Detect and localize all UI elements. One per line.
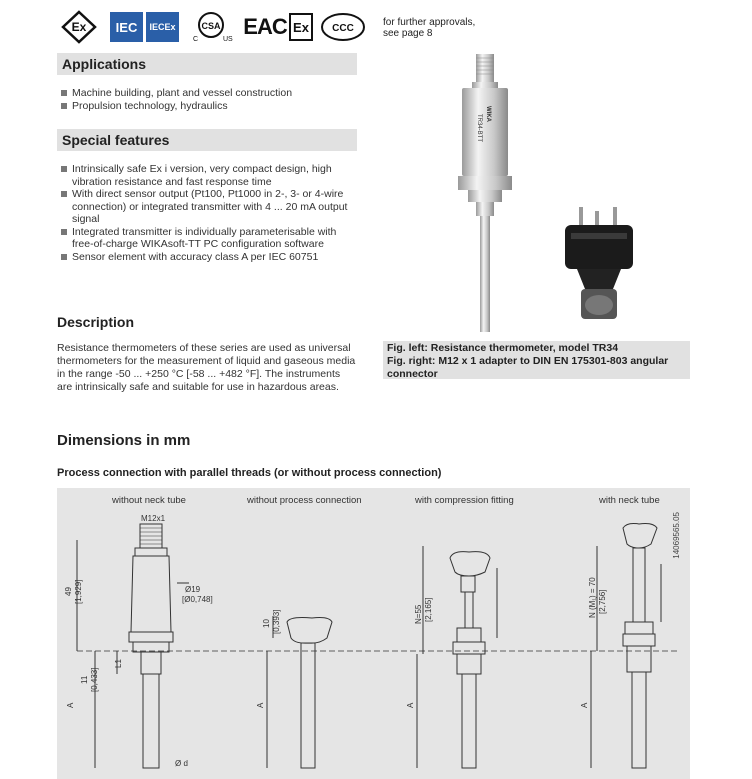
list-item: Propulsion technology, hydraulics — [60, 100, 360, 113]
label-m12: M12x1 — [141, 514, 166, 523]
drawing-without-neck-tube — [77, 524, 189, 768]
iecex-text: IECEx — [149, 22, 176, 32]
ex-box-logo — [289, 13, 313, 41]
probe-stem — [480, 216, 490, 332]
variant-label: with neck tube — [599, 495, 660, 506]
figure-caption — [383, 341, 690, 379]
list-item: Integrated transmitter is individually parameterisable with free-of-charge WIKAsoft-TT PC configuration software — [60, 226, 360, 251]
label-l1: L1 — [114, 659, 123, 668]
variant-label: without neck tube — [112, 495, 186, 506]
drawing-with-compression-fitting — [417, 546, 497, 768]
description-heading: Description — [57, 314, 135, 330]
iecex-logo — [146, 12, 179, 42]
document-number: 14069565.05 — [672, 512, 681, 559]
applications-heading: Applications — [57, 53, 357, 75]
label-n70: N (M₁) = 70 — [588, 577, 597, 618]
label-11: 11 — [80, 675, 89, 684]
list-item: Sensor element with accuracy class A per IEC 60751 — [60, 251, 360, 264]
atex-ex-logo — [60, 10, 98, 44]
label-10-in: [0,393] — [272, 609, 281, 634]
label-dia19-in: [Ø0,748] — [182, 595, 213, 604]
variant-label: without process connection — [247, 495, 362, 506]
eac-logo — [244, 10, 286, 44]
angular-connector — [565, 225, 633, 269]
hex-nut — [458, 176, 512, 190]
label-n55: N=55 — [414, 604, 423, 624]
label-49-in: [1,929] — [74, 579, 83, 604]
label-dd: Ø d — [175, 759, 188, 768]
applications-list — [60, 87, 360, 112]
label-dia19: Ø19 — [185, 585, 201, 594]
csa-logo — [189, 10, 233, 44]
csa-text: CSA — [201, 21, 221, 31]
label-a-3: A — [406, 702, 415, 708]
transmitter-body — [462, 88, 508, 176]
figure-caption-left: Fig. left: Resistance thermometer, model TR34 — [387, 342, 619, 354]
drawing-without-process-connection — [267, 616, 332, 768]
iec-logo — [110, 12, 143, 42]
label-a-1: A — [66, 702, 75, 708]
approvals-note-line1: for further approvals, — [383, 17, 476, 28]
list-item: With direct sensor output (Pt100, Pt1000 in 2-, 3- or 4-wire connection) or integrated transmitter with 4 ... 20 mA output signal — [60, 188, 360, 226]
approvals-note — [383, 17, 475, 39]
special-features-heading: Special features — [57, 129, 357, 151]
label-10: 10 — [262, 619, 271, 628]
process-connection-subtitle: Process connection with parallel threads (or without process connection) — [57, 467, 442, 479]
atex-ex-text: Ex — [71, 20, 87, 34]
ex-box-text: Ex — [293, 19, 309, 35]
features-list — [60, 163, 360, 263]
iec-text: IEC — [115, 19, 138, 35]
product-photo-adapter — [555, 205, 645, 325]
label-n70-in: [2,756] — [598, 589, 607, 614]
list-item: Machine building, plant and vessel construction — [60, 87, 360, 100]
label-n55-in: [2,165] — [424, 597, 433, 622]
label-11-in: [0,433] — [90, 667, 99, 692]
variant-label: with compression fitting — [415, 495, 514, 506]
label-a-4: A — [580, 702, 589, 708]
list-item: Intrinsically safe Ex i version, very compact design, high vibration resistance and fast response time — [60, 163, 360, 188]
csa-us-text: US — [223, 36, 233, 43]
body-label-brand: WIKA — [485, 106, 491, 122]
label-49: 49 — [64, 587, 73, 596]
eac-text: EAC — [243, 14, 287, 39]
ccc-logo — [320, 10, 366, 44]
dimension-drawing — [57, 488, 690, 779]
csa-c-text: C — [193, 36, 199, 43]
figure-caption-right: Fig. right: M12 x 1 adapter to DIN EN 175301-803 angular connector — [387, 355, 669, 380]
label-a-2: A — [256, 702, 265, 708]
body-label-model: TR34-BTT — [476, 114, 482, 143]
drawing-with-neck-tube — [591, 524, 661, 769]
description-text: Resistance thermometers of these series are used as universal thermometers for the measurement of liquid and gaseous media in the range -50 ... +250 °C [-58 ... +482 °F]. The instruments are intrinsically safe and suitable for use in hazardous areas. — [57, 342, 356, 393]
approvals-note-line2: see page 8 — [383, 28, 433, 39]
ccc-text: CCC — [332, 23, 354, 34]
dimensions-heading: Dimensions in mm — [57, 432, 191, 449]
product-photo-thermometer — [450, 52, 520, 334]
